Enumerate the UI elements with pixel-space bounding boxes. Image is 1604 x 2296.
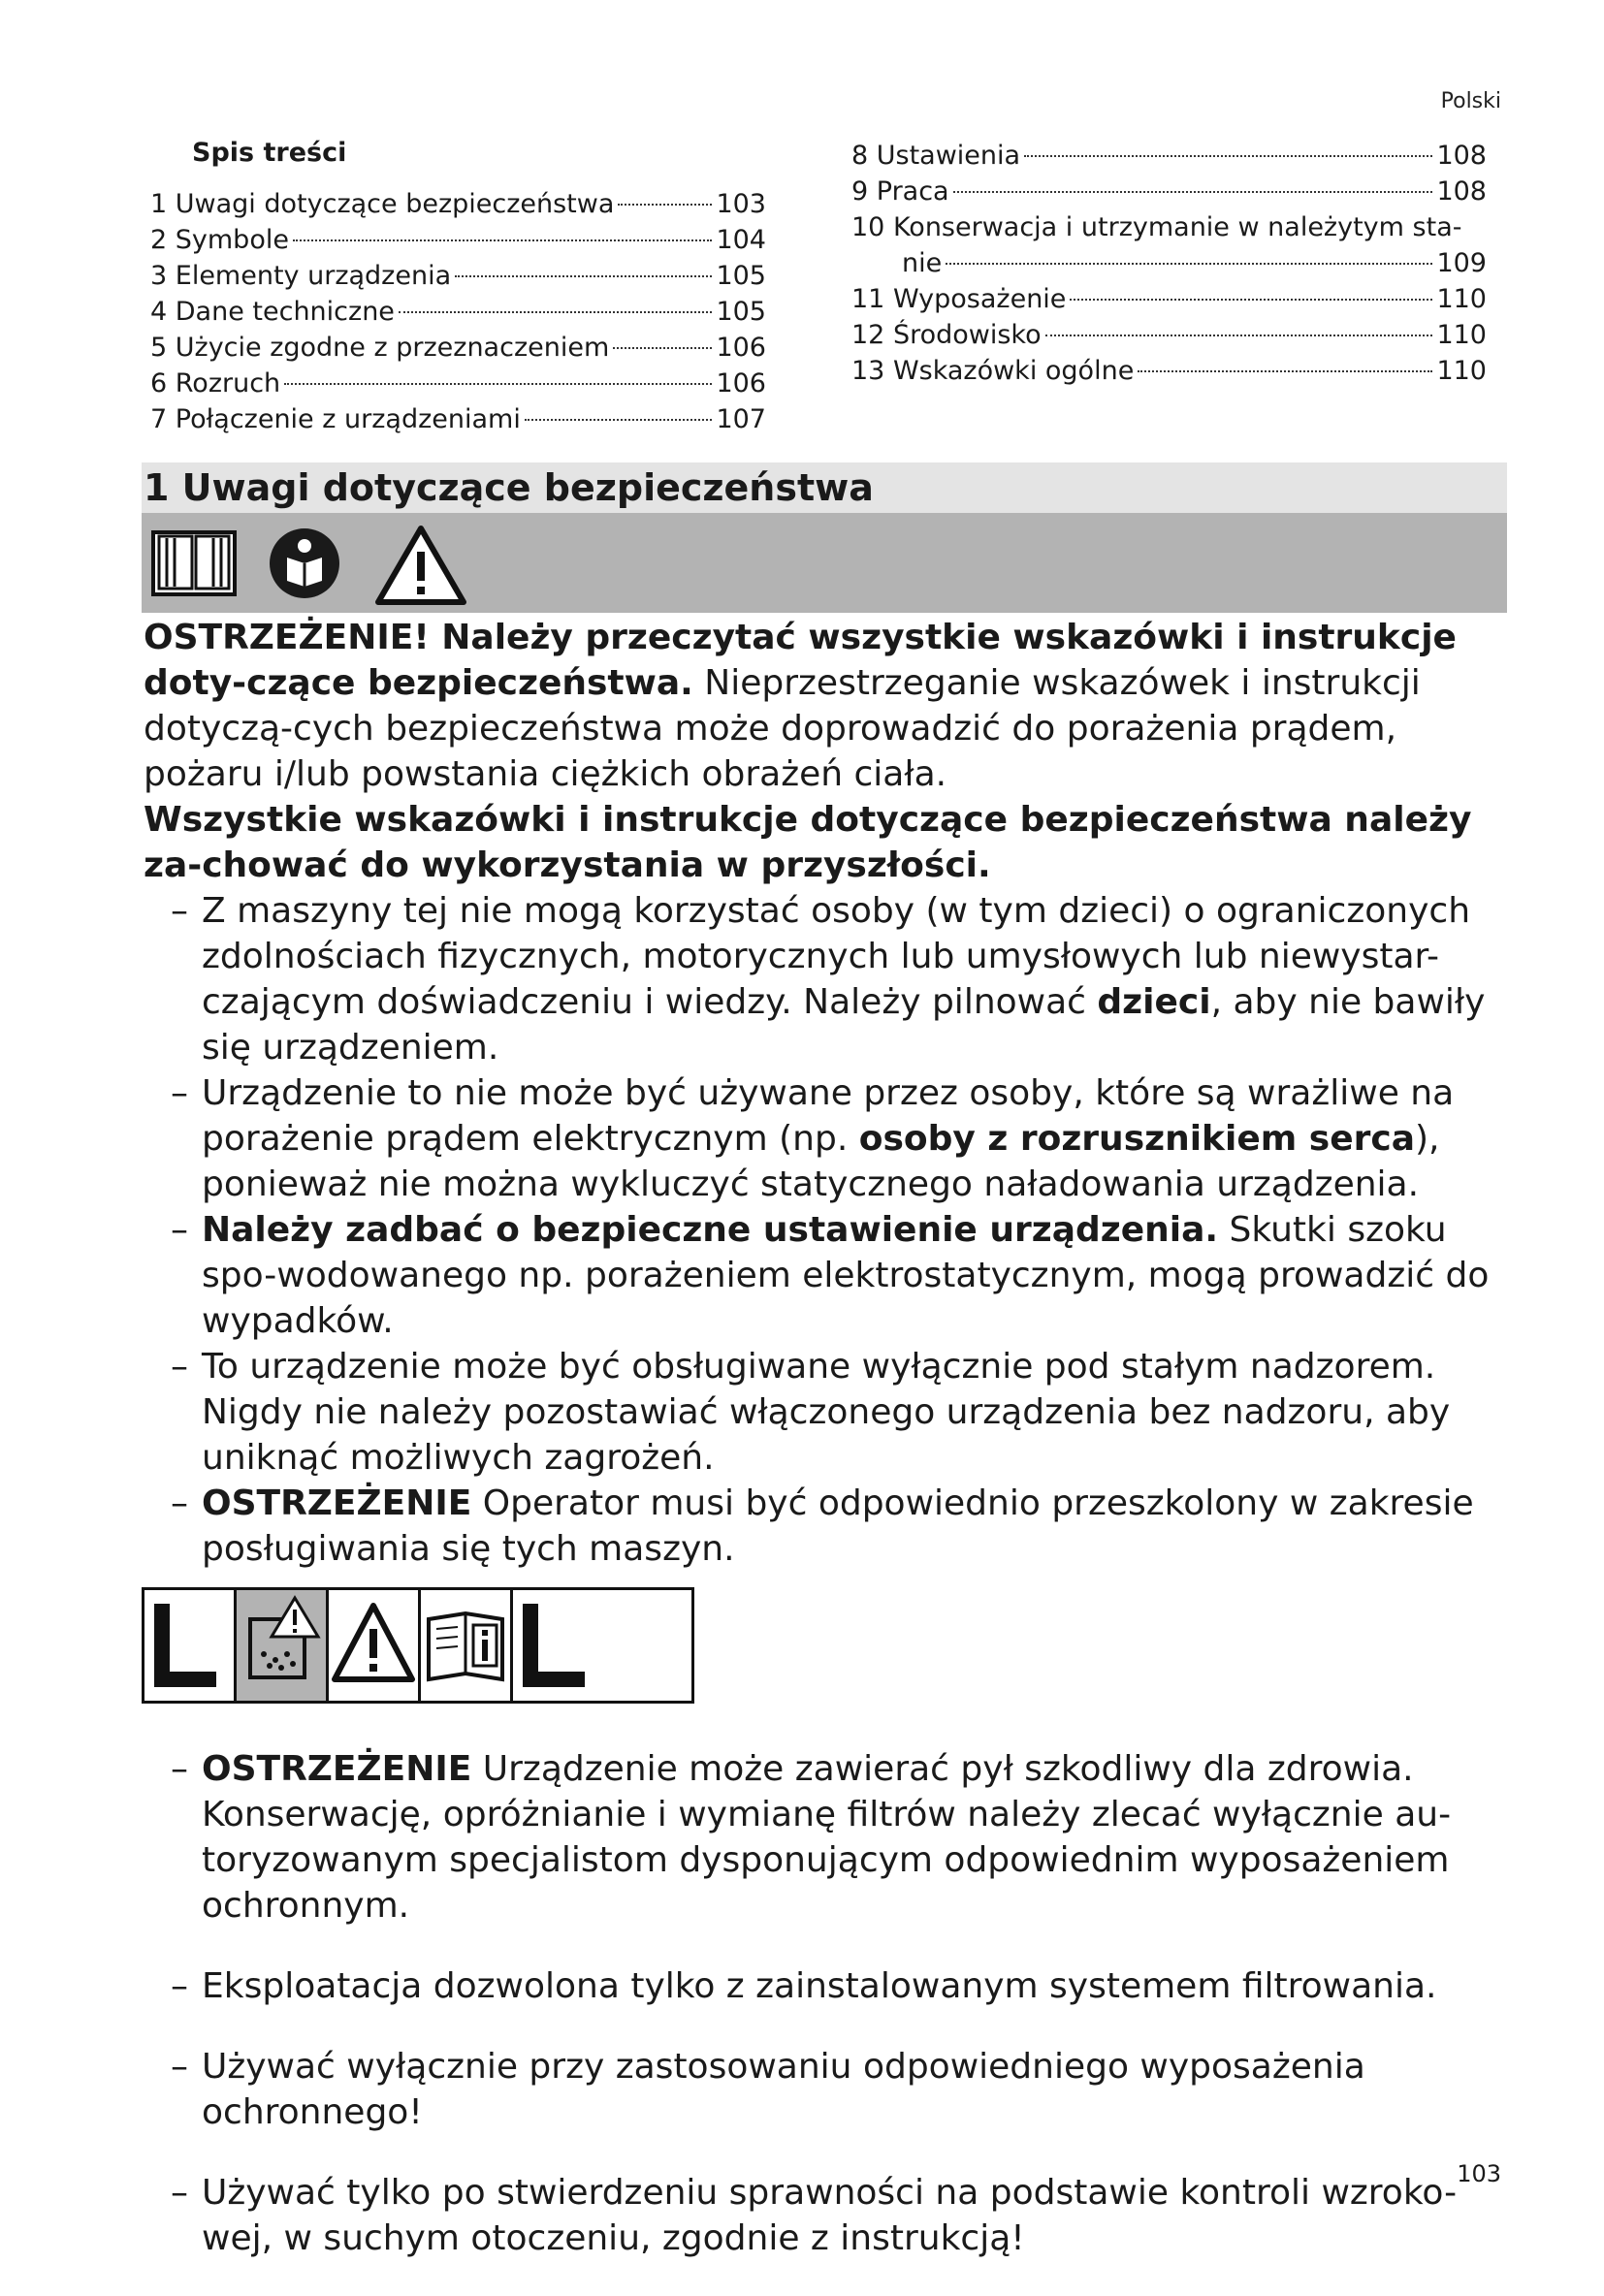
keep-instructions-paragraph: Wszystkie wskazówki i instrukcje dotyczące bezpieczeństwa należy za-chować do wykorzystania w przyszłości. <box>144 800 1472 885</box>
list-item: – To urządzenie może być obsługiwane wyłącznie pod stałym nadzorem. Nigdy nie należy pozostawiać włączonego urządzenia bez nadzoru, aby uniknąć możliwych zagrożeń. <box>171 1347 1451 1478</box>
list-item: – Używać tylko po stwierdzeniu sprawności na podstawie kontroli wzroko-wej, w suchym otoczeniu, zgodnie z instrukcją! <box>171 2173 1458 2258</box>
manual-book-icon <box>149 525 239 602</box>
dust-hazard-icon <box>237 1590 329 1701</box>
list-item: – OSTRZEŻENIE Urządzenie może zawierać pył szkodliwy dla zdrowia. Konserwację, opróżnianie i wymianę filtrów należy zlecać wyłącznie au-toryzowanym specjalistom dysponującym odpowiednim wyposażeniem ochronnym. <box>171 1749 1452 1926</box>
toc-entry[interactable]: 2 Symbole 104 <box>150 225 766 255</box>
list-item: – Należy zadbać o bezpieczne ustawienie urządzenia. Skutki szoku spo-wodowanego np. porażeniem elektrostatycznym, mogą prowadzić do wypadków. <box>171 1210 1490 1341</box>
toc-title: Spis treści <box>192 138 347 168</box>
toc-entry[interactable]: nie 109 <box>902 248 1487 278</box>
toc-entry[interactable]: 12 Środowisko 110 <box>851 320 1487 350</box>
read-manual-icon <box>266 525 343 602</box>
toc-entry[interactable]: 4 Dane techniczne 105 <box>150 297 766 327</box>
toc-entry[interactable]: 5 Użycie zgodne z przeznaczeniem 106 <box>150 333 766 363</box>
page-number: 103 <box>1457 2160 1501 2187</box>
list-item: – Z maszyny tej nie mogą korzystać osoby (w tym dzieci) o ograniczonych zdolnościach fizycznych, motorycznych lub umysłowych lub niewystar-czającym doświadczeniu i wiedzy. Należy pilnować dzieci, aby nie bawiły się urządzeniem. <box>171 891 1486 1068</box>
list-item: – Używać wyłącznie przy zastosowaniu odpowiedniego wyposażenia ochronnego! <box>171 2047 1365 2132</box>
toc-entry[interactable]: 7 Połączenie z urządzeniami 107 <box>150 404 766 434</box>
warning-triangle-icon <box>329 1590 421 1701</box>
safety-text-block <box>144 615 1501 1572</box>
dust-class-symbol-row <box>142 1587 694 1704</box>
dust-class-l-icon <box>144 1590 237 1701</box>
toc-right-column <box>851 138 1487 389</box>
dust-class-l-icon <box>513 1590 605 1701</box>
toc-entry[interactable]: 6 Rozruch 106 <box>150 368 766 399</box>
toc-entry[interactable]: 8 Ustawienia 108 <box>851 141 1487 171</box>
toc-left-column <box>150 186 766 437</box>
toc-entry[interactable]: 3 Elementy urządzenia 105 <box>150 261 766 291</box>
toc-entry[interactable]: 1 Uwagi dotyczące bezpieczeństwa 103 <box>150 189 766 219</box>
read-manual-info-icon <box>421 1590 513 1701</box>
toc-entry[interactable]: 11 Wyposażenie 110 <box>851 284 1487 314</box>
list-item: – Urządzenie to nie może być używane przez osoby, które są wrażliwe na porażenie prądem elektrycznym (np. osoby z rozrusznikiem serca), ponieważ nie można wykluczyć statycznego naładowania urządzenia. <box>171 1073 1455 1204</box>
toc-entry-label[interactable]: 10 Konserwacja i utrzymanie w należytym sta- <box>851 212 1462 242</box>
warning-triangle-icon <box>374 525 467 606</box>
list-item: – OSTRZEŻENIE Operator musi być odpowiednio przeszkolony w zakresie posługiwania się tych maszyn. <box>171 1483 1474 1569</box>
warning-paragraph: OSTRZEŻENIE! Należy przeczytać wszystkie wskazówki i instrukcje doty-czące bezpieczeństwa. Nieprzestrzeganie wskazówek i instrukcji dotyczą-cych bezpieczeństwa może doprowadzić do porażenia prądem, pożaru i/lub powstania ciężkich obrażeń ciała. <box>144 618 1457 794</box>
toc-entry[interactable]: 13 Wskazówki ogólne 110 <box>851 356 1487 386</box>
toc-entry[interactable]: 9 Praca 108 <box>851 176 1487 207</box>
dust-safety-text-block <box>144 1711 1501 2296</box>
list-item: – Eksploatacja dozwolona tylko z zainstalowanym systemem filtrowania. <box>171 1966 1437 2006</box>
language-label: Polski <box>1440 89 1501 113</box>
section-title: 1 Uwagi dotyczące bezpieczeństwa <box>144 466 874 509</box>
safety-icon-band <box>142 513 1507 613</box>
